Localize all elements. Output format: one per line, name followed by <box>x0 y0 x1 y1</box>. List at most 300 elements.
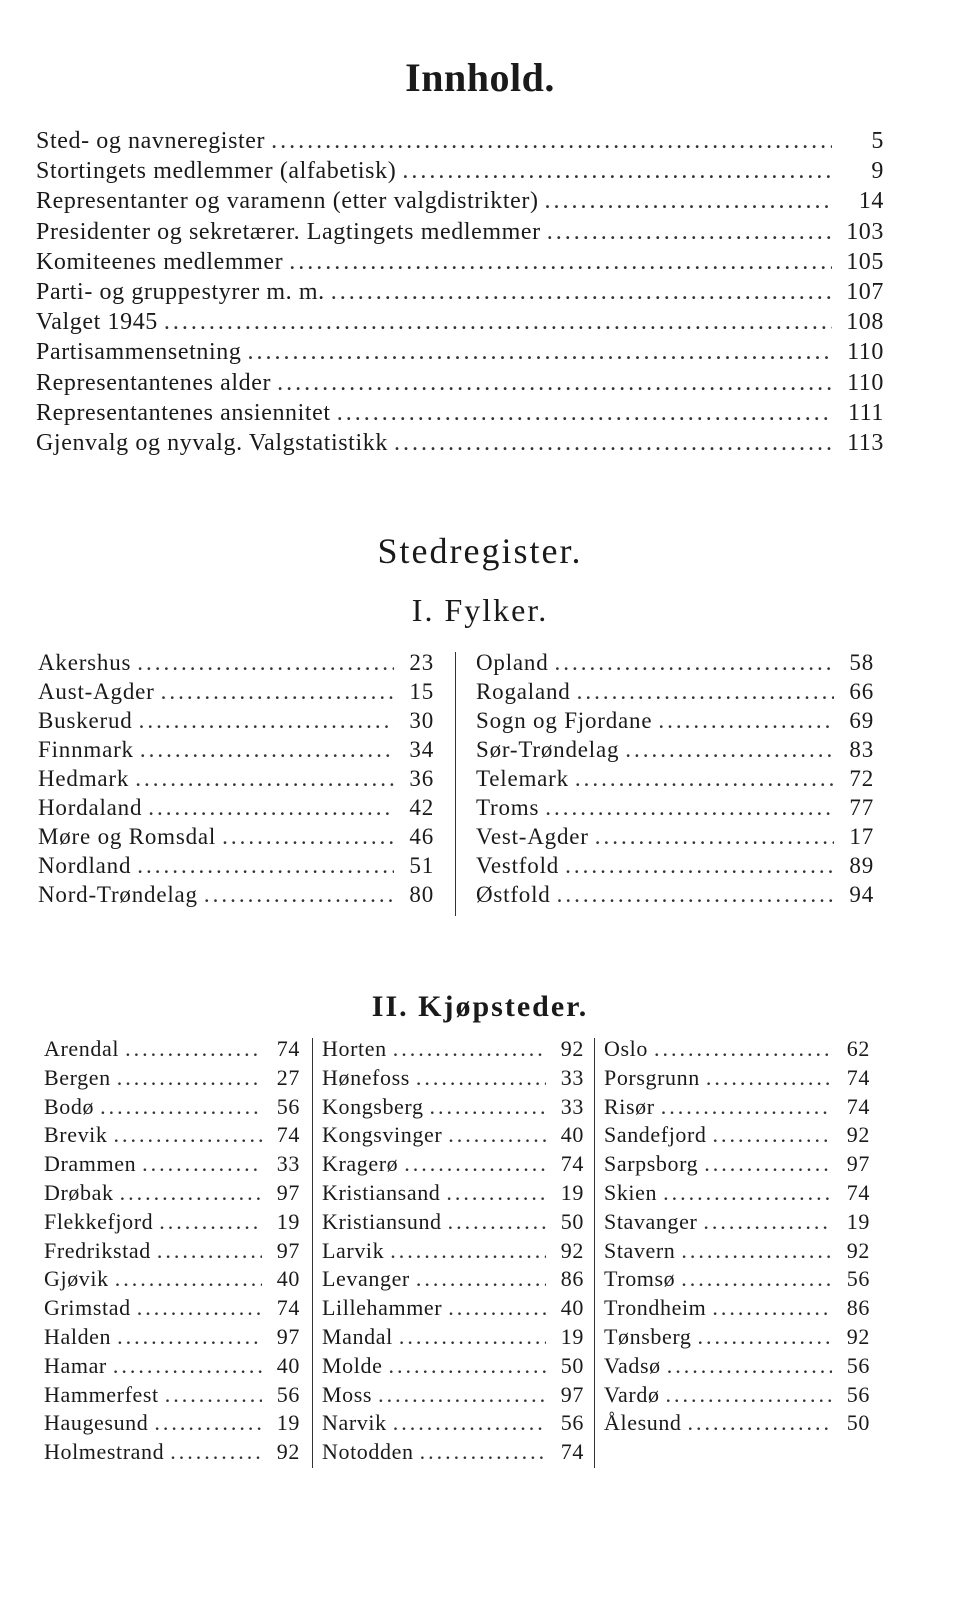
entry-label: Arendal <box>44 1036 120 1061</box>
entry-page-number: 66 <box>849 679 874 704</box>
entry-page-number: 19 <box>846 1208 870 1234</box>
entry-page-number: 69 <box>849 708 874 733</box>
entry-label: Telemark <box>476 766 569 791</box>
entry-page-number: 92 <box>846 1323 870 1349</box>
entry-label: Kongsvinger <box>322 1122 443 1148</box>
entry-page-number: 15 <box>409 679 434 704</box>
dot-leader <box>161 679 394 705</box>
entry-page-number: 34 <box>409 737 434 762</box>
entry-label: Aust-Agder <box>38 679 155 704</box>
index-entry <box>36 188 884 218</box>
entry-page-number: 56 <box>276 1381 300 1407</box>
kjopsteder-list-col1 <box>44 1036 300 1468</box>
index-entry <box>322 1036 584 1065</box>
dot-leader <box>271 128 832 155</box>
dot-leader <box>666 1382 832 1408</box>
entry-label: Hordaland <box>38 795 143 820</box>
entry-page-number: 97 <box>276 1323 300 1349</box>
dot-leader <box>135 766 394 792</box>
entry-label: Nordland <box>38 853 132 878</box>
index-entry <box>38 824 434 853</box>
index-entry <box>44 1036 300 1065</box>
index-entry <box>604 1295 870 1324</box>
page-title: Innhold. <box>405 55 555 100</box>
entry-page-number: 62 <box>846 1036 870 1061</box>
dot-leader <box>430 1094 546 1120</box>
entry-page-number: 50 <box>846 1410 870 1436</box>
index-entry <box>322 1238 584 1267</box>
entry-label: Stortingets medlemmer (alfabetisk) <box>36 158 397 185</box>
entry-label: Parti- og gruppestyrer m. m. <box>36 278 325 305</box>
dot-leader <box>703 1209 832 1235</box>
entry-label: Hønefoss <box>322 1064 410 1090</box>
entry-page-number: 50 <box>560 1352 584 1378</box>
index-entry <box>44 1439 300 1468</box>
entry-label: Kongsberg <box>322 1093 424 1119</box>
index-entry <box>44 1410 300 1439</box>
index-entry <box>476 795 874 824</box>
index-entry <box>604 1180 870 1209</box>
entry-page-number: 74 <box>846 1093 870 1119</box>
index-entry <box>476 853 874 882</box>
entry-label: Holmestrand <box>44 1439 165 1465</box>
entry-label: Partisammensetning <box>36 339 242 366</box>
dot-leader <box>289 249 832 276</box>
dot-leader <box>595 824 834 850</box>
index-entry <box>322 1094 584 1123</box>
entry-label: Hamar <box>44 1352 107 1378</box>
dot-leader <box>545 188 832 215</box>
entry-label: Molde <box>322 1352 383 1378</box>
entry-label: Akershus <box>38 650 132 675</box>
index-entry <box>604 1094 870 1123</box>
dot-leader <box>399 1324 546 1350</box>
index-entry <box>38 737 434 766</box>
entry-page-number: 14 <box>858 188 884 215</box>
entry-page-number: 5 <box>871 128 884 154</box>
entry-label: Kristiansund <box>322 1208 442 1234</box>
index-entry <box>36 249 884 279</box>
index-entry <box>44 1094 300 1123</box>
entry-page-number: 74 <box>276 1036 300 1061</box>
entry-label: Horten <box>322 1036 387 1061</box>
entry-label: Levanger <box>322 1266 410 1292</box>
dot-leader <box>448 1122 546 1148</box>
entry-label: Tønsberg <box>604 1323 692 1349</box>
dot-leader <box>681 1238 832 1264</box>
entry-label: Lillehammer <box>322 1295 443 1321</box>
dot-leader <box>446 1180 546 1206</box>
index-entry <box>322 1382 584 1411</box>
entry-page-number: 89 <box>849 853 874 878</box>
entry-page-number: 46 <box>409 824 434 849</box>
entry-page-number: 56 <box>560 1410 584 1436</box>
index-entry <box>604 1382 870 1411</box>
dot-leader <box>688 1410 832 1436</box>
dot-leader <box>404 1151 546 1177</box>
index-entry <box>604 1410 870 1439</box>
entry-label: Vadsø <box>604 1352 661 1378</box>
entry-page-number: 92 <box>276 1439 300 1465</box>
entry-page-number: 36 <box>409 766 434 791</box>
index-entry <box>44 1209 300 1238</box>
index-entry <box>476 882 874 911</box>
entry-page-number: 103 <box>846 218 884 245</box>
dot-leader <box>125 1036 262 1062</box>
entry-label: Drammen <box>44 1151 137 1177</box>
index-entry <box>44 1295 300 1324</box>
entry-page-number: 56 <box>846 1352 870 1378</box>
index-entry <box>322 1353 584 1382</box>
entry-label: Gjøvik <box>44 1266 109 1292</box>
index-entry <box>38 679 434 708</box>
index-entry <box>44 1180 300 1209</box>
entry-label: Skien <box>604 1179 658 1205</box>
entry-label: Moss <box>322 1381 373 1407</box>
entry-label: Opland <box>476 650 549 675</box>
dot-leader <box>658 708 834 734</box>
entry-page-number: 92 <box>560 1237 584 1263</box>
entry-label: Representantenes alder <box>36 369 272 396</box>
index-entry <box>476 824 874 853</box>
index-entry <box>604 1353 870 1382</box>
entry-label: Larvik <box>322 1237 385 1263</box>
kjopsteder-column-divider-2 <box>594 1038 595 1468</box>
entry-label: Trondheim <box>604 1295 707 1321</box>
dot-leader <box>713 1122 832 1148</box>
entry-page-number: 72 <box>849 766 874 791</box>
index-entry <box>36 309 884 339</box>
entry-label: Sandefjord <box>604 1122 707 1148</box>
dot-leader <box>663 1180 832 1206</box>
kjopsteder-heading: II. Kjøpsteder. <box>371 990 589 1023</box>
entry-page-number: 86 <box>560 1266 584 1292</box>
entry-page-number: 40 <box>276 1266 300 1292</box>
entry-page-number: 97 <box>846 1151 870 1177</box>
entry-label: Presidenter og sekretærer. Lagtingets medlemmer <box>36 218 541 245</box>
index-entry <box>44 1266 300 1295</box>
stedregister-heading: Stedregister. <box>377 531 583 571</box>
entry-page-number: 33 <box>560 1064 584 1090</box>
entry-label: Narvik <box>322 1410 387 1436</box>
index-entry <box>322 1180 584 1209</box>
entry-page-number: 74 <box>846 1179 870 1205</box>
entry-page-number: 74 <box>560 1439 584 1465</box>
dot-leader <box>137 853 394 879</box>
index-entry <box>322 1410 584 1439</box>
index-entry <box>604 1122 870 1151</box>
entry-page-number: 23 <box>409 650 434 675</box>
entry-page-number: 74 <box>276 1295 300 1321</box>
entry-page-number: 97 <box>560 1381 584 1407</box>
entry-label: Hammerfest <box>44 1381 159 1407</box>
index-entry <box>44 1065 300 1094</box>
index-entry <box>476 737 874 766</box>
dot-leader <box>448 1295 546 1321</box>
table-of-contents <box>36 128 884 460</box>
entry-label: Ålesund <box>604 1410 682 1436</box>
index-entry <box>476 679 874 708</box>
dot-leader <box>113 1353 262 1379</box>
entry-page-number: 17 <box>849 824 874 849</box>
dot-leader <box>137 1295 262 1321</box>
entry-label: Porsgrunn <box>604 1064 700 1090</box>
entry-label: Finnmark <box>38 737 134 762</box>
entry-page-number: 97 <box>276 1237 300 1263</box>
entry-page-number: 19 <box>276 1410 300 1436</box>
entry-page-number: 9 <box>871 158 884 185</box>
dot-leader <box>331 279 832 306</box>
index-entry <box>36 158 884 188</box>
dot-leader <box>625 737 834 763</box>
entry-label: Kristiansand <box>322 1179 441 1205</box>
entry-page-number: 19 <box>560 1323 584 1349</box>
index-entry <box>36 219 884 249</box>
index-entry <box>322 1295 584 1324</box>
dot-leader <box>390 1238 546 1264</box>
entry-label: Komiteenes medlemmer <box>36 248 284 275</box>
entry-page-number: 74 <box>276 1122 300 1148</box>
index-entry <box>44 1238 300 1267</box>
entry-page-number: 111 <box>847 399 884 426</box>
entry-label: Vardø <box>604 1381 660 1407</box>
dot-leader <box>712 1295 832 1321</box>
entry-label: Stavern <box>604 1237 676 1263</box>
dot-leader <box>388 1353 546 1379</box>
fylker-heading: I. Fylker. <box>411 592 549 628</box>
entry-page-number: 27 <box>276 1064 300 1090</box>
entry-page-number: 97 <box>276 1179 300 1205</box>
kjopsteder-column-divider-1 <box>312 1038 313 1468</box>
entry-page-number: 56 <box>276 1093 300 1119</box>
index-entry <box>604 1324 870 1353</box>
dot-leader <box>704 1151 832 1177</box>
kjopsteder-list-col3 <box>604 1036 870 1439</box>
dot-leader <box>448 1209 546 1235</box>
entry-page-number: 83 <box>849 737 874 762</box>
index-entry <box>38 650 434 679</box>
dot-leader <box>247 339 832 366</box>
dot-leader <box>698 1324 833 1350</box>
entry-page-number: 19 <box>560 1179 584 1205</box>
index-entry <box>36 339 884 369</box>
dot-leader <box>667 1353 832 1379</box>
entry-page-number: 30 <box>409 708 434 733</box>
index-entry <box>36 279 884 309</box>
entry-label: Brevik <box>44 1122 108 1148</box>
entry-page-number: 108 <box>846 309 884 336</box>
entry-label: Sogn og Fjordane <box>476 708 653 733</box>
dot-leader <box>654 1036 832 1062</box>
entry-page-number: 33 <box>276 1151 300 1177</box>
dot-leader <box>577 679 834 705</box>
index-entry <box>38 853 434 882</box>
entry-page-number: 110 <box>847 369 884 396</box>
index-entry <box>36 430 884 460</box>
entry-label: Kragerø <box>322 1151 399 1177</box>
index-entry <box>476 766 874 795</box>
index-entry <box>44 1353 300 1382</box>
entry-label: Halden <box>44 1323 112 1349</box>
dot-leader <box>139 708 394 734</box>
entry-page-number: 74 <box>560 1151 584 1177</box>
entry-label: Vestfold <box>476 853 560 878</box>
dot-leader <box>575 766 834 792</box>
fylker-list-right <box>476 650 874 911</box>
dot-leader <box>416 1065 546 1091</box>
dot-leader <box>117 1065 262 1091</box>
entry-page-number: 94 <box>849 882 874 907</box>
dot-leader <box>157 1238 262 1264</box>
dot-leader <box>545 795 834 821</box>
kjopsteder-list-col2 <box>322 1036 584 1468</box>
entry-label: Bodø <box>44 1093 95 1119</box>
dot-leader <box>165 1382 262 1408</box>
index-entry <box>604 1266 870 1295</box>
index-entry <box>604 1036 870 1065</box>
entry-page-number: 77 <box>849 795 874 820</box>
dot-leader <box>142 1151 262 1177</box>
entry-page-number: 40 <box>560 1122 584 1148</box>
dot-leader <box>555 650 834 676</box>
entry-label: Bergen <box>44 1064 111 1090</box>
entry-page-number: 80 <box>409 882 434 907</box>
dot-leader <box>393 1410 546 1436</box>
entry-page-number: 56 <box>846 1266 870 1292</box>
dot-leader <box>681 1266 832 1292</box>
dot-leader <box>159 1209 262 1235</box>
entry-label: Nord-Trøndelag <box>38 882 198 907</box>
entry-page-number: 56 <box>846 1381 870 1407</box>
dot-leader <box>277 370 832 397</box>
index-entry <box>604 1151 870 1180</box>
entry-label: Representanter og varamenn (etter valgdistrikter) <box>36 188 539 215</box>
entry-label: Tromsø <box>604 1266 676 1292</box>
dot-leader <box>113 1122 262 1148</box>
entry-label: Drøbak <box>44 1179 114 1205</box>
entry-page-number: 92 <box>846 1237 870 1263</box>
entry-page-number: 74 <box>846 1064 870 1090</box>
entry-label: Sarpsborg <box>604 1151 699 1177</box>
dot-leader <box>100 1094 262 1120</box>
entry-label: Grimstad <box>44 1295 131 1321</box>
index-entry <box>38 766 434 795</box>
entry-page-number: 40 <box>560 1295 584 1321</box>
dot-leader <box>204 882 394 908</box>
entry-label: Østfold <box>476 882 551 907</box>
entry-page-number: 51 <box>409 853 434 878</box>
entry-page-number: 42 <box>409 795 434 820</box>
entry-page-number: 33 <box>560 1093 584 1119</box>
entry-label: Sted- og navneregister <box>36 128 266 154</box>
dot-leader <box>154 1410 262 1436</box>
entry-page-number: 40 <box>276 1352 300 1378</box>
index-entry <box>38 882 434 911</box>
entry-label: Mandal <box>322 1323 393 1349</box>
entry-page-number: 107 <box>846 278 884 305</box>
entry-page-number: 92 <box>560 1036 584 1061</box>
index-entry <box>604 1065 870 1094</box>
index-entry <box>322 1439 584 1468</box>
dot-leader <box>416 1266 546 1292</box>
entry-page-number: 92 <box>846 1122 870 1148</box>
entry-label: Representantenes ansiennitet <box>36 399 331 426</box>
index-entry <box>38 795 434 824</box>
index-entry <box>44 1324 300 1353</box>
dot-leader <box>393 1036 546 1062</box>
dot-leader <box>222 824 394 850</box>
entry-label: Oslo <box>604 1036 648 1061</box>
index-entry <box>604 1209 870 1238</box>
index-entry <box>44 1382 300 1411</box>
index-entry <box>322 1122 584 1151</box>
dot-leader <box>148 795 394 821</box>
dot-leader <box>420 1439 546 1465</box>
entry-label: Fredrikstad <box>44 1237 151 1263</box>
index-entry <box>604 1238 870 1267</box>
entry-page-number: 105 <box>846 248 884 275</box>
dot-leader <box>394 430 832 457</box>
index-entry <box>36 128 884 158</box>
index-entry <box>38 708 434 737</box>
dot-leader <box>557 882 834 908</box>
dot-leader <box>137 650 394 676</box>
dot-leader <box>378 1382 546 1408</box>
dot-leader <box>337 400 832 427</box>
entry-label: Sør-Trøndelag <box>476 737 620 762</box>
entry-label: Flekkefjord <box>44 1208 154 1234</box>
index-entry <box>44 1122 300 1151</box>
entry-page-number: 110 <box>847 339 884 366</box>
dot-leader <box>120 1180 262 1206</box>
dot-leader <box>140 737 394 763</box>
index-entry <box>322 1324 584 1353</box>
entry-page-number: 50 <box>560 1208 584 1234</box>
dot-leader <box>547 219 832 246</box>
dot-leader <box>661 1094 832 1120</box>
entry-label: Haugesund <box>44 1410 149 1436</box>
dot-leader <box>402 158 832 185</box>
fylker-list-left <box>38 650 434 911</box>
index-entry <box>36 400 884 430</box>
entry-label: Notodden <box>322 1439 414 1465</box>
fylker-column-divider <box>455 652 456 916</box>
entry-page-number: 113 <box>847 429 884 456</box>
index-entry <box>322 1209 584 1238</box>
entry-label: Troms <box>476 795 540 820</box>
index-entry <box>322 1266 584 1295</box>
entry-label: Hedmark <box>38 766 130 791</box>
dot-leader <box>164 309 832 336</box>
index-entry <box>476 708 874 737</box>
entry-label: Rogaland <box>476 679 571 704</box>
index-entry <box>36 370 884 400</box>
entry-label: Risør <box>604 1093 655 1119</box>
index-entry <box>322 1151 584 1180</box>
dot-leader <box>117 1324 262 1350</box>
entry-label: Møre og Romsdal <box>38 824 217 849</box>
index-entry <box>322 1065 584 1094</box>
dot-leader <box>170 1439 262 1465</box>
entry-page-number: 19 <box>276 1208 300 1234</box>
entry-page-number: 58 <box>849 650 874 675</box>
index-entry <box>476 650 874 679</box>
index-entry <box>44 1151 300 1180</box>
entry-label: Stavanger <box>604 1208 698 1234</box>
entry-label: Valget 1945 <box>36 309 158 336</box>
entry-page-number: 86 <box>846 1295 870 1321</box>
entry-label: Vest-Agder <box>476 824 589 849</box>
